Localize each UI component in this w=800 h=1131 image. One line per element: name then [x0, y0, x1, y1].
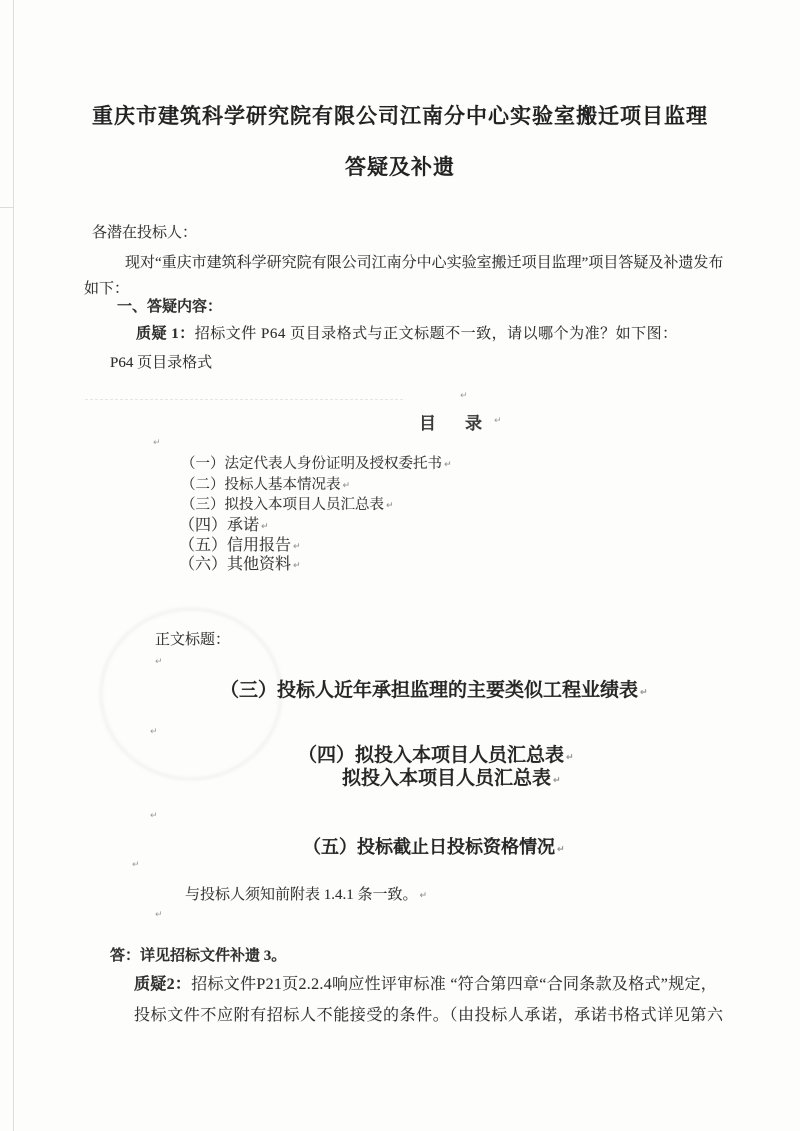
heading-four: （四）拟投入本项目人员汇总表 ↵	[298, 745, 574, 766]
question1-text: 招标文件 P64 页目录格式与正文标题不一致，请以哪个为准？如下图：	[194, 326, 678, 342]
question2-line2: 投标文件不应附有招标人不能接受的条件。（由投标人承诺，承诺书格式详见第六	[134, 1007, 724, 1024]
pilcrow-mark: ↵	[153, 438, 161, 448]
answer1-line: 答：详见招标文件补遗 3。	[110, 948, 287, 964]
pilcrow-mark: ↵	[386, 501, 394, 511]
question2-label: 质疑2：	[134, 976, 192, 993]
document-title-line2: 答疑及补遗	[345, 155, 455, 179]
pilcrow-mark: ↵	[566, 753, 574, 763]
heading-five: （五）投标截止日投标资格情况 ↵	[303, 837, 565, 857]
pilcrow-mark: ↵	[150, 727, 158, 737]
pilcrow-mark: ↵	[293, 542, 301, 552]
pilcrow-mark: ↵	[640, 688, 648, 698]
pilcrow-mark: ↵	[460, 391, 468, 401]
toc-title: 目 录	[419, 414, 488, 433]
main-text-label: 正文标题：	[155, 632, 231, 648]
pilcrow-mark: ↵	[419, 891, 428, 901]
toc-item: （五）信用报告 ↵	[179, 537, 301, 554]
pilcrow-mark: ↵	[553, 776, 561, 786]
scan-edge-tick	[0, 207, 14, 208]
intro-paragraph-line2: 如下：	[84, 281, 130, 297]
heading-four-sub: 拟投入本项目人员汇总表 ↵	[342, 768, 561, 789]
document-title-line1: 重庆市建筑科学研究院有限公司江南分中心实验室搬迁项目监理	[92, 104, 708, 128]
toc-item: （三）拟投入本项目人员汇总表 ↵	[181, 497, 394, 513]
toc-item: （二）投标人基本情况表 ↵	[181, 477, 351, 493]
intro-paragraph-line1: 现对“重庆市建筑科学研究院有限公司江南分中心实验室搬迁项目监理”项目答疑及补遗发布	[125, 255, 724, 271]
pilcrow-mark: ↵	[155, 657, 163, 667]
scan-faint-rule	[85, 399, 403, 400]
pilcrow-mark: ↵	[132, 860, 140, 870]
toc-item: （四）承诺 ↵	[179, 517, 269, 534]
pilcrow-mark: ↵	[342, 481, 351, 491]
question1-figure-caption: P64 页目录格式	[110, 355, 213, 371]
pilcrow-mark: ↵	[293, 561, 301, 571]
heading-three: （三）投标人近年承担监理的主要类似工程业绩表 ↵	[220, 680, 648, 701]
pilcrow-mark: ↵	[150, 811, 158, 821]
question2-line1	[134, 971, 717, 994]
pilcrow-mark: ↵	[444, 460, 452, 470]
pilcrow-mark: ↵	[155, 910, 163, 920]
heading-note: 与投标人须知前附表 1.4.1 条一致。 ↵	[185, 887, 428, 903]
pilcrow-mark: ↵	[261, 522, 269, 532]
toc-item: （一）法定代表人身份证明及授权委托书 ↵	[181, 456, 452, 472]
pilcrow-mark: ↵	[557, 845, 565, 855]
pilcrow-mark: ↵	[494, 416, 502, 426]
question2-text-line1: 招标文件P21页2.2.4响应性评审标准 “符合第四章“合同条款及格式”规定，	[191, 976, 718, 993]
question1-line	[136, 322, 678, 343]
section-heading: 一、答疑内容：	[117, 299, 223, 315]
salutation: 各潜在投标人：	[92, 225, 198, 241]
toc-item: （六）其他资料 ↵	[179, 556, 301, 573]
question1-label: 质疑 1：	[136, 326, 195, 342]
